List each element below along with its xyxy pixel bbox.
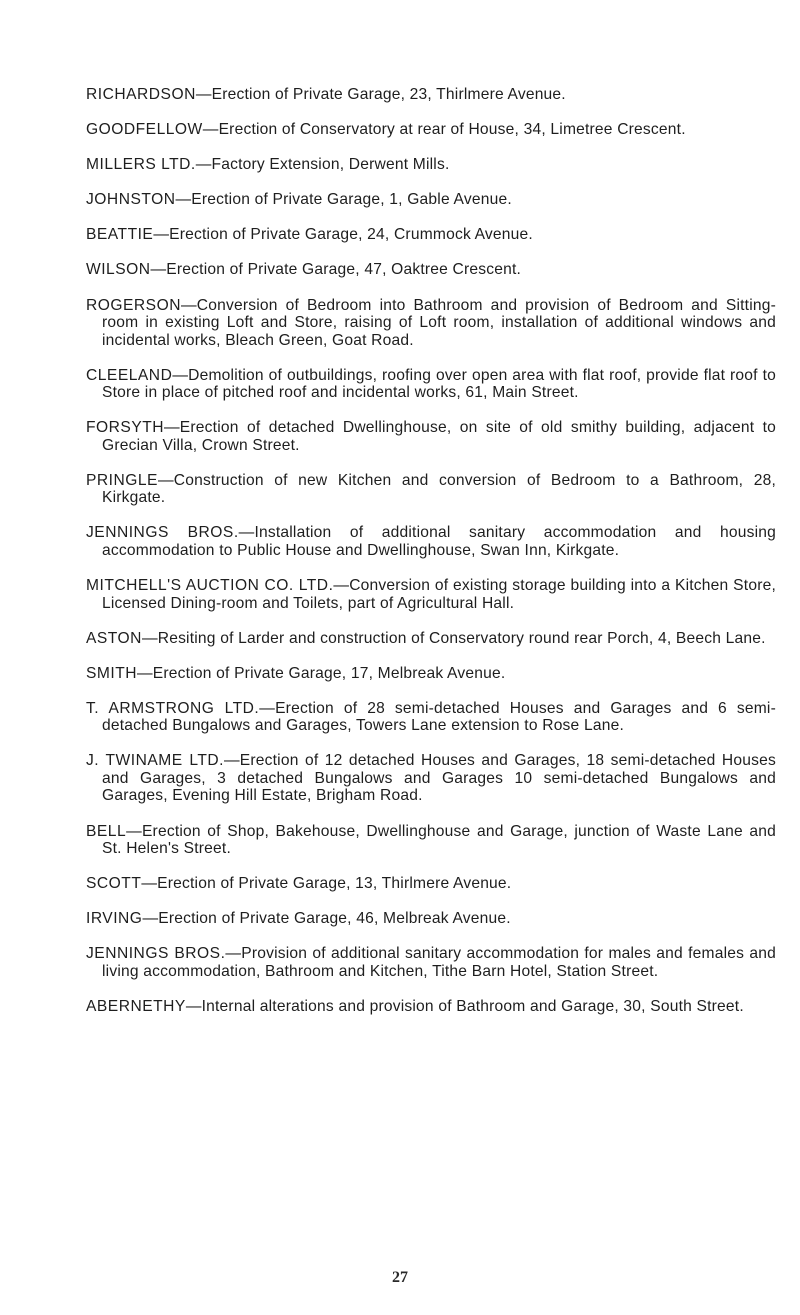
list-item [86, 945, 776, 980]
applicant-name: MITCHELL'S AUCTION CO. LTD. [86, 577, 334, 595]
applicant-name: ABERNETHY [86, 997, 186, 1015]
applicant-name: ASTON [86, 629, 142, 647]
planning-applications-list [86, 86, 776, 1033]
page-number: 27 [392, 1269, 408, 1286]
application-description: —Erection of Private Garage, 17, Melbreak Avenue. [137, 664, 506, 682]
list-item [86, 191, 776, 209]
applicant-name: CLEELAND [86, 366, 173, 384]
application-description: —Erection of Conservatory at rear of House, 34, Limetree Crescent. [202, 121, 686, 139]
application-description: —Erection of Private Garage, 23, Thirlmere Avenue. [195, 86, 566, 103]
applicant-name: SMITH [86, 664, 138, 682]
list-item [86, 226, 776, 244]
applicant-name: BEATTIE [86, 226, 154, 244]
application-description: —Internal alterations and provision of Bathroom and Garage, 30, South Street. [185, 997, 744, 1015]
list-item [86, 875, 776, 893]
applicant-name: GOODFELLOW [86, 121, 203, 139]
application-description: —Erection of detached Dwellinghouse, on site of old smithy building, adjacent to Grecian Villa, Crown Street. [102, 419, 776, 454]
list-item [86, 367, 776, 402]
applicant-name: WILSON [86, 261, 151, 279]
applicant-name: BELL [86, 822, 127, 840]
applicant-name: FORSYTH [86, 419, 165, 437]
application-description: —Erection of 12 detached Houses and Garages, 18 semi-detached Houses and Garages, 3 detached Bungalows and Garages 10 semi-detached Bungalows and Garages, Evening Hill Estate, Brigham Road. [102, 752, 776, 805]
application-description: —Erection of 28 semi-detached Houses and Garages and 6 semi-detached Bungalows and Garages, Towers Lane extension to Rose Lane. [102, 699, 776, 735]
list-item [86, 910, 776, 928]
list-item [86, 823, 776, 858]
list-item [86, 261, 776, 279]
list-item [86, 665, 776, 683]
applicant-name: T. ARMSTRONG LTD. [86, 699, 260, 717]
list-item [86, 121, 776, 139]
applicant-name: J. TWINAME LTD. [86, 752, 224, 770]
application-description: —Erection of Private Garage, 24, Crummock Avenue. [153, 226, 533, 244]
list-item [86, 419, 776, 454]
applicant-name: JENNINGS BROS. [86, 945, 226, 963]
application-description: —Demolition of outbuildings, roofing over open area with flat roof, provide flat roof to Store in place of pitched roof and incidental works, 61, Main Street. [102, 366, 776, 402]
list-item [86, 998, 776, 1016]
applicant-name: ROGERSON [86, 296, 181, 314]
list-item [86, 577, 776, 612]
application-description: —Conversion of Bedroom into Bathroom and provision of Bedroom and Sitting-room in existing Loft and Store, raising of Loft room, installation of additional windows and incidental works, Bleach Green, Goat Road. [102, 296, 776, 349]
applicant-name: SCOTT [86, 875, 142, 893]
application-description: —Resiting of Larder and construction of Conservatory round rear Porch, 4, Beech Lane. [141, 629, 766, 647]
list-item [86, 297, 776, 350]
application-description: —Erection of Private Garage, 1, Gable Avenue. [175, 191, 512, 209]
list-item [86, 86, 776, 104]
list-item [86, 524, 776, 559]
list-item [86, 630, 776, 648]
applicant-name: MILLERS LTD. [86, 156, 196, 174]
application-description: —Erection of Private Garage, 46, Melbreak Avenue. [142, 910, 511, 928]
list-item [86, 752, 776, 805]
list-item [86, 472, 776, 507]
application-description: —Conversion of existing storage building into a Kitchen Store, Licensed Dining-room and Toilets, part of Agricultural Hall. [102, 577, 776, 612]
application-description: —Installation of additional sanitary accommodation and housing accommodation to Public House and Dwellinghouse, Swan Inn, Kirkgate. [102, 524, 776, 559]
application-description: —Provision of additional sanitary accommodation for males and females and living accommodation, Bathroom and Kitchen, Tithe Barn Hotel, Station Street. [102, 945, 776, 980]
applicant-name: JOHNSTON [86, 191, 176, 209]
application-description: —Erection of Shop, Bakehouse, Dwellinghouse and Garage, junction of Waste Lane and St. Helen's Street. [102, 822, 776, 857]
applicant-name: JENNINGS BROS. [86, 524, 239, 542]
application-description: —Factory Extension, Derwent Mills. [195, 156, 450, 174]
list-item [86, 700, 776, 735]
applicant-name: RICHARDSON [86, 86, 196, 103]
list-item [86, 156, 776, 174]
application-description: —Construction of new Kitchen and conversion of Bedroom to a Bathroom, 28, Kirkgate. [102, 471, 776, 507]
application-description: —Erection of Private Garage, 47, Oaktree Crescent. [150, 261, 522, 279]
applicant-name: PRINGLE [86, 471, 158, 489]
applicant-name: IRVING [86, 910, 143, 928]
application-description: —Erection of Private Garage, 13, Thirlmere Avenue. [141, 875, 512, 893]
